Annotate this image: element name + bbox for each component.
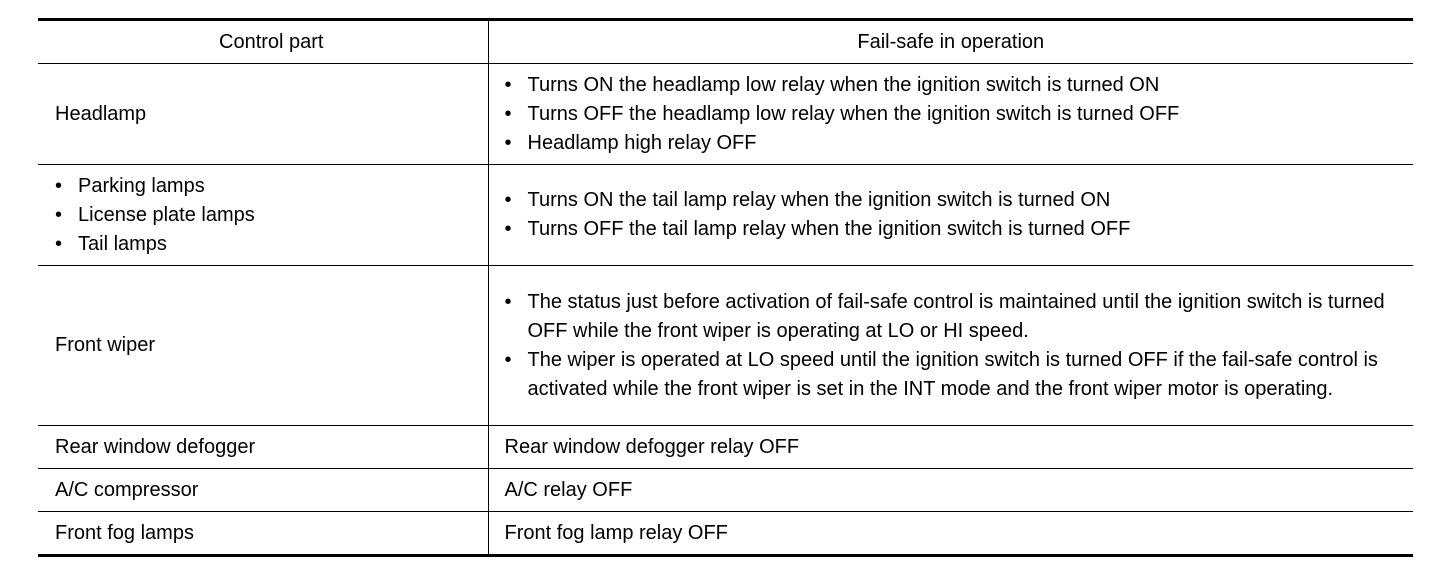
table-row — [38, 165, 1413, 266]
control-part-cell: Headlamp — [38, 64, 488, 165]
fail-safe-cell: A/C relay OFF — [488, 469, 1413, 512]
table-row — [38, 426, 1413, 469]
fail-safe-cell — [488, 266, 1413, 426]
control-part-cell: Rear window defogger — [38, 426, 488, 469]
list-item: • License plate lamps — [53, 201, 488, 230]
fail-safe-list — [503, 288, 1404, 404]
header-control-part: Control part — [38, 20, 488, 64]
table-row — [38, 64, 1413, 165]
table-row — [38, 512, 1413, 556]
fail-safe-list — [503, 71, 1404, 158]
fail-safe-list — [503, 186, 1404, 244]
list-item: • Turns OFF the tail lamp relay when the ignition switch is turned OFF — [503, 215, 1404, 244]
list-item: • Headlamp high relay OFF — [503, 129, 1404, 158]
list-item: • Turns OFF the headlamp low relay when the ignition switch is turned OFF — [503, 100, 1404, 129]
control-part-list — [53, 172, 488, 259]
list-item: • The status just before activation of fail-safe control is maintained until the ignition switch is turned OFF while the front wiper is operating at LO or HI speed. — [503, 288, 1404, 346]
fail-safe-table — [38, 18, 1413, 557]
fail-safe-cell — [488, 64, 1413, 165]
control-part-cell: Front fog lamps — [38, 512, 488, 556]
fail-safe-cell: Rear window defogger relay OFF — [488, 426, 1413, 469]
table-row — [38, 266, 1413, 426]
list-item: • Turns ON the headlamp low relay when the ignition switch is turned ON — [503, 71, 1404, 100]
fail-safe-cell — [488, 165, 1413, 266]
header-fail-safe: Fail-safe in operation — [488, 20, 1413, 64]
control-part-cell: Front wiper — [38, 266, 488, 426]
table-row — [38, 469, 1413, 512]
control-part-cell — [38, 165, 488, 266]
list-item: • Parking lamps — [53, 172, 488, 201]
list-item: • Turns ON the tail lamp relay when the ignition switch is turned ON — [503, 186, 1404, 215]
fail-safe-cell: Front fog lamp relay OFF — [488, 512, 1413, 556]
table-header-row — [38, 20, 1413, 64]
list-item: • Tail lamps — [53, 230, 488, 259]
list-item: • The wiper is operated at LO speed until the ignition switch is turned OFF if the fail-safe control is activated while the front wiper is set in the INT mode and the front wiper motor is operating. — [503, 346, 1404, 404]
control-part-cell: A/C compressor — [38, 469, 488, 512]
